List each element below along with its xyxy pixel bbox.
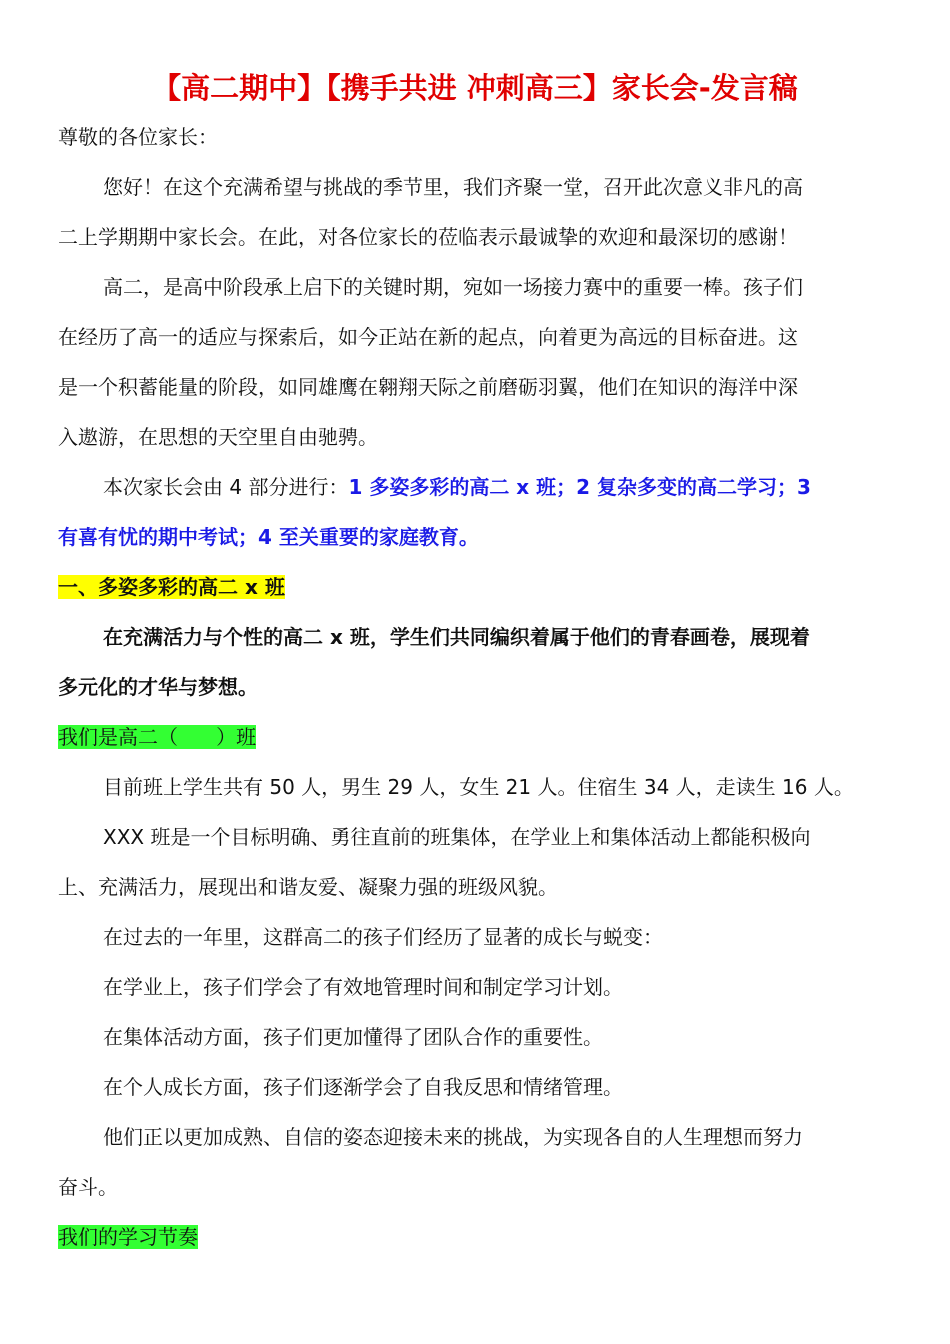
growth-intro: 在过去的一年里，这群高二的孩子们经历了显著的成长与蜕变： [103,925,663,949]
paragraph-grade-line-3: 是一个积蓄能量的阶段，如同雄鹰在翱翔天际之前磨砺羽翼，他们在知识的海洋中深 [58,375,798,399]
subheading-class-highlight: 我们是高二（ ）班 [58,725,257,749]
class-desc-line-1: XXX 班是一个目标明确、勇往直前的班集体，在学业上和集体活动上都能积极向 [103,825,811,849]
paragraph-grade-line-4: 入遨游，在思想的天空里自由驰骋。 [58,425,378,449]
growth-item-teamwork: 在集体活动方面，孩子们更加懂得了团队合作的重要性。 [103,1025,603,1049]
paragraph-welcome-line-2: 二上学期期中家长会。在此，对各位家长的莅临表示最诚挚的欢迎和最深切的感谢！ [58,225,798,249]
section-heading-highlight: 一、多姿多彩的高二 x 班 [58,575,285,599]
paragraph-welcome-line-1: 您好！在这个充满希望与挑战的季节里，我们齐聚一堂，召开此次意义非凡的高 [103,175,803,199]
growth-item-personal: 在个人成长方面，孩子们逐渐学会了自我反思和情绪管理。 [103,1075,623,1099]
agenda-items-part-2: 有喜有忧的期中考试；4 至关重要的家庭教育。 [58,525,479,549]
salutation: 尊敬的各位家长： [58,125,218,149]
agenda-line-1 [103,472,811,502]
growth-item-academic: 在学业上，孩子们学会了有效地管理时间和制定学习计划。 [103,975,623,999]
closing-line-2: 奋斗。 [58,1175,118,1199]
closing-line-1: 他们正以更加成熟、自信的姿态迎接未来的挑战，为实现各自的人生理想而努力 [103,1125,803,1149]
paragraph-grade-line-1: 高二，是高中阶段承上启下的关键时期，宛如一场接力赛中的重要一棒。孩子们 [103,275,803,299]
agenda-intro: 本次家长会由 4 部分进行： [103,475,349,499]
section-lead-line-2: 多元化的才华与梦想。 [58,675,258,699]
class-desc-line-2: 上、充满活力，展现出和谐友爱、凝聚力强的班级风貌。 [58,875,558,899]
document-title: 【高二期中】【携手共进 冲刺高三】家长会-发言稿 [152,71,798,105]
section-heading [58,572,285,602]
class-stats: 目前班上学生共有 50 人，男生 29 人，女生 21 人。住宿生 34 人，走读生 16 人。 [103,775,854,799]
subheading-study-rhythm-highlight: 我们的学习节奏 [58,1225,198,1249]
section-lead-line-1: 在充满活力与个性的高二 x 班，学生们共同编织着属于他们的青春画卷，展现着 [103,625,810,649]
paragraph-grade-line-2: 在经历了高一的适应与探索后，如今正站在新的起点，向着更为高远的目标奋进。这 [58,325,798,349]
subheading-study-rhythm [58,1222,198,1252]
agenda-items-part-1: 1 多姿多彩的高二 x 班；2 复杂多变的高二学习；3 [348,475,811,499]
subheading-class [58,722,256,752]
